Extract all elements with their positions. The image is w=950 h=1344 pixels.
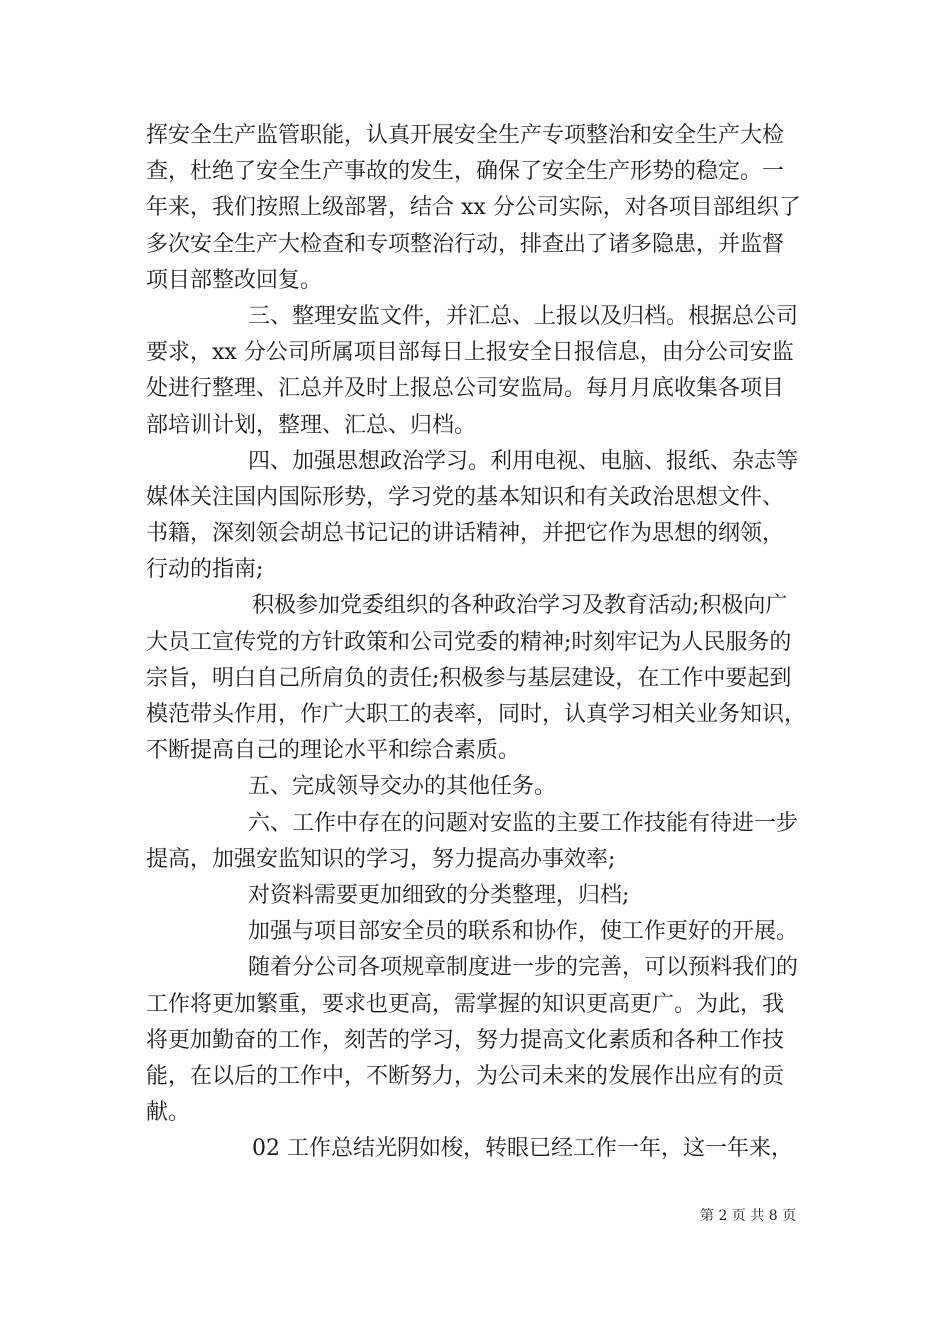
paragraph-start-line: 六、工作中存在的问题对安监的主要工作技能有待进一步: [248, 810, 799, 836]
paragraph-start-line: 三、整理安监文件，并汇总、上报以及归档。根据总公司: [248, 303, 799, 329]
text-line: 媒体关注国内国际形势，学习党的基本知识和有关政治思想文件、: [146, 484, 785, 510]
text-line: 部培训计划，整理、汇总、归档。: [146, 412, 477, 438]
paragraph-start-line: 加强与项目部安全员的联系和协作，使工作更好的开展。: [248, 919, 799, 945]
text-line: 提高，加强安监知识的学习，努力提高办事效率;: [146, 846, 616, 872]
text-line: 工作将更加繁重，要求也更高，需掌握的知识更高更广。为此，我: [146, 991, 785, 1017]
paragraph-start-line: 五、完成领导交办的其他任务。: [248, 774, 557, 800]
paragraph-start-line: 积极参加党委组织的各种政治学习及教育活动;积极向广: [252, 593, 788, 619]
text-line: 处进行整理、汇总并及时上报总公司安监局。每月月底收集各项目: [146, 376, 785, 402]
text-line: 行动的指南;: [146, 557, 264, 583]
text-line: 挥安全生产监管职能，认真开展安全生产专项整治和安全生产大检: [146, 123, 785, 148]
text-line: 要求，xx 分公司所属项目部每日上报安全日报信息，由分公司安监: [146, 340, 794, 366]
text-line: 能，在以后的工作中，不断努力，为公司未来的发展作出应有的贡: [146, 1063, 785, 1089]
text-line: 宗旨，明白自己所肩负的责任;积极参与基层建设，在工作中要起到: [146, 665, 792, 691]
text-line: 年来，我们按照上级部署，结合 xx 分公司实际，对各项目部组织了: [146, 195, 801, 221]
text-line: 模范带头作用，作广大职工的表率，同时，认真学习相关业务知识，: [146, 702, 807, 727]
text-line: 大员工宣传党的方针政策和公司党委的精神;时刻牢记为人民服务的: [146, 629, 792, 655]
page-number: 第 2 页 共 8 页: [700, 1208, 797, 1224]
text-line: 查，杜绝了安全生产事故的发生，确保了安全生产形势的稳定。一: [146, 159, 785, 185]
text-line: 不断提高自己的理论水平和综合素质。: [146, 738, 521, 764]
text-line: 献。: [146, 1100, 191, 1126]
paragraph-start-line: 随着分公司各项规章制度进一步的完善，可以预料我们的: [248, 955, 799, 981]
text-line: 将更加勤奋的工作，刻苦的学习，努力提高文化素质和各种工作技: [146, 1027, 785, 1053]
paragraph-start-line: 对资料需要更加细致的分类整理，归档;: [248, 882, 630, 908]
paragraph-start-line: 02 工作总结光阴如梭，转眼已经工作一年，这一年来，: [252, 1136, 793, 1162]
text-line: 项目部整改回复。: [146, 267, 323, 293]
body-text: [146, 118, 826, 1167]
text-line: 书籍，深刻领会胡总书记记的讲话精神，并把它作为思想的纲领，: [146, 521, 785, 547]
paragraph-start-line: 四、加强思想政治学习。利用电视、电脑、报纸、杂志等: [248, 448, 799, 474]
text-line: 多次安全生产大检查和专项整治行动，排查出了诸多隐患，并监督: [146, 231, 785, 257]
